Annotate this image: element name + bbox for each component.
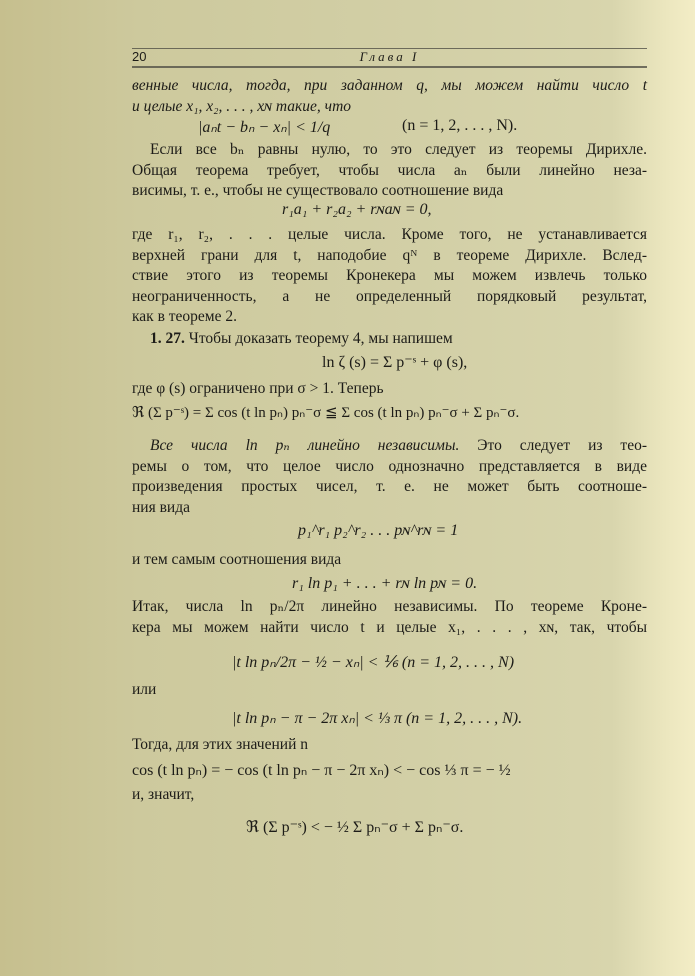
chapter-title: Глава I	[359, 49, 420, 64]
text-line: венные числа, тогда, при заданном q, мы можем найти число t	[132, 77, 647, 94]
text-line: и тем самым соотношения вида	[132, 551, 342, 568]
formula-real-part-sum: ℜ (Σ p⁻ˢ) = Σ cos (t ln pₙ) pₙ⁻σ ≦ Σ cos (t ln pₙ) pₙ⁻σ + Σ pₙ⁻σ.	[132, 405, 520, 421]
paragraph-intro	[132, 76, 647, 117]
text-line: ремы о том, что целое число однозначно представляется в виде	[132, 457, 647, 475]
text-line: и целые x₁, x₂, . . . , xɴ такие, что	[132, 97, 352, 115]
text-fragment: Это следует из тео-	[459, 437, 647, 454]
formula-inequality-2: |t ln pₙ/2π − ½ − xₙ| < ⅙ (n = 1, 2, . . . , N)	[232, 654, 515, 671]
text-line	[132, 436, 647, 457]
paragraph-therefore	[132, 785, 647, 806]
text-line: Если все bₙ равны нулю, то это следует из теоремы Дирихле.	[150, 141, 647, 158]
text-line: ния вида	[132, 498, 190, 516]
page-number: 20	[132, 49, 147, 64]
formula-prime-product: p₁^r₁ p₂^r₂ . . . pɴ^rɴ = 1	[298, 522, 459, 539]
text-line: неограниченность, а не определенный порядковый результат,	[132, 287, 647, 305]
text-line: как в теореме 2.	[132, 308, 237, 325]
formula-log-zeta: ln ζ (s) = Σ p⁻ˢ + φ (s),	[322, 354, 468, 371]
paragraph-kronecker-apply	[132, 597, 647, 638]
text-line: или	[132, 681, 157, 698]
text-line: где φ (s) ограничено при σ > 1. Теперь	[132, 380, 384, 397]
section-1-27	[132, 329, 647, 350]
header-rule-bottom	[132, 66, 647, 68]
text-line: произведения простых чисел, т. е. не может быть соотноше-	[132, 478, 647, 495]
formula-inequality-1: |aₙt − bₙ − xₙ| < 1/q	[198, 119, 331, 136]
section-number: 1. 27.	[150, 330, 185, 347]
text-line: Общая теорема требует, чтобы числа aₙ были линейно неза-	[132, 161, 647, 179]
formula-inequality-3: |t ln pₙ − π − 2π xₙ| < ⅓ π (n = 1, 2, . . . , N).	[232, 710, 523, 727]
text-line: кера мы можем найти число t и целые x₁, . . . , xɴ, так, чтобы	[132, 618, 647, 636]
formula-range-1: (n = 1, 2, . . . , N).	[402, 117, 518, 134]
text-line: и, значит,	[132, 786, 195, 803]
text-line: ствие этого из теоремы Кронекера мы можем извлечь только	[132, 267, 647, 284]
text-line: Тогда, для этих значений n	[132, 736, 308, 753]
paragraph-then	[132, 735, 647, 756]
text-line: Итак, числа ln pₙ/2π линейно независимы. По теореме Кроне-	[132, 598, 647, 615]
paragraph-phi-bounded	[132, 379, 647, 400]
italic-statement: Все числа ln pₙ линейно независимы.	[150, 437, 460, 454]
text-line: висимы, т. е., чтобы не существовало соотношение вида	[132, 182, 504, 199]
formula-linear-relation: r₁a₁ + r₂a₂ + rɴaɴ = 0,	[282, 201, 432, 218]
section-heading-line	[132, 329, 647, 350]
formula-final-bound: ℜ (Σ p⁻ˢ) < − ½ Σ pₙ⁻σ + Σ pₙ⁻σ.	[246, 819, 464, 836]
paragraph-independence	[132, 436, 647, 518]
formula-log-relation: r₁ ln p₁ + . . . + rɴ ln pɴ = 0.	[292, 575, 478, 592]
paragraph-or	[132, 680, 647, 701]
paragraph-hence	[132, 550, 647, 571]
running-header	[132, 48, 647, 66]
text-line: верхней грани для t, наподобие qᴺ в теореме Дирихле. Вслед-	[132, 246, 647, 264]
paragraph-kronecker	[132, 225, 647, 328]
paragraph-dirichlet	[132, 140, 647, 202]
formula-cosine: cos (t ln pₙ) = − cos (t ln pₙ − π − 2π xₙ) < − cos ⅓ π = − ½	[132, 762, 511, 779]
text-line: где r₁, r₂, . . . целые числа. Кроме того, не устанавливается	[132, 226, 647, 243]
text-line: Чтобы доказать теорему 4, мы напишем	[188, 330, 453, 347]
